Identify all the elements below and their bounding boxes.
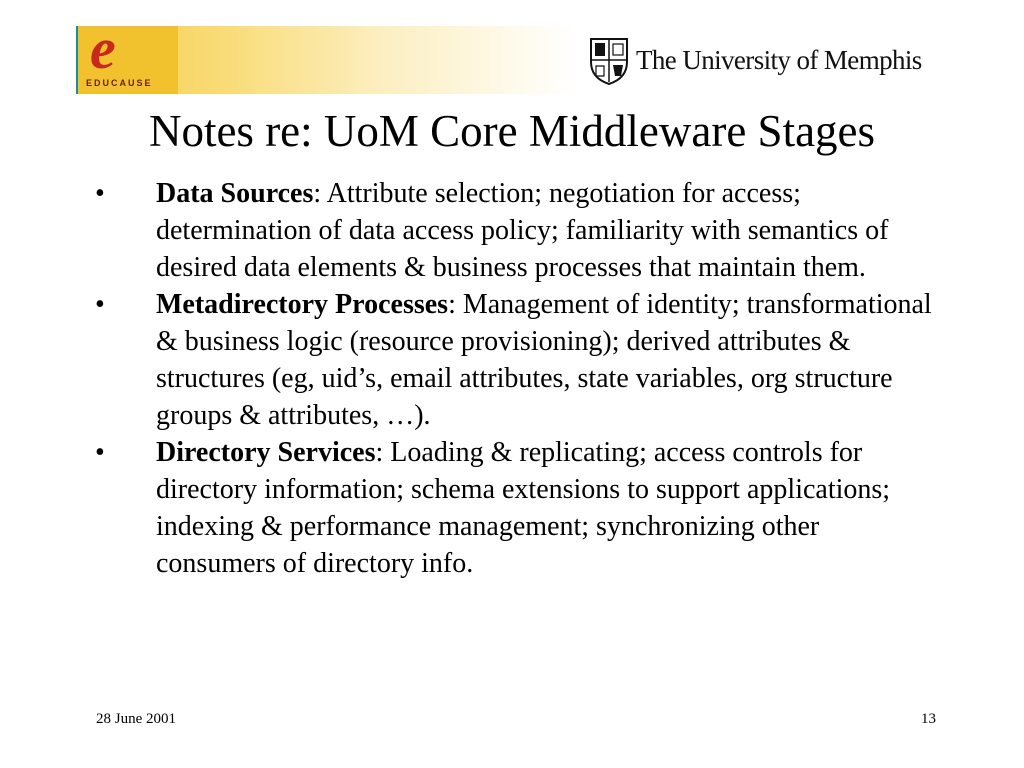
bullet-marker: • xyxy=(95,178,105,209)
bullet-item-directory-services xyxy=(0,434,934,582)
bullet-separator: : xyxy=(375,437,384,468)
bullet-separator: : xyxy=(313,178,322,209)
bullet-marker: • xyxy=(95,437,105,468)
educause-logo-letter: e xyxy=(90,16,116,81)
educause-logo xyxy=(76,16,178,94)
bullet-list xyxy=(0,175,1024,582)
footer-page-number: 13 xyxy=(921,711,936,727)
slide-title: Notes re: UoM Core Middleware Stages xyxy=(148,106,876,156)
university-crest-icon xyxy=(588,36,630,86)
bullet-text: Management of identity; transformational & business logic (resource provisioning); derived attributes & structures (eg, uid’s, email attributes, state variables, org structure groups & attributes, …). xyxy=(156,289,932,431)
footer-date: 28 June 2001 xyxy=(96,711,176,727)
bullet-separator: : xyxy=(448,289,456,320)
bullet-term: Data Sources xyxy=(156,178,314,209)
bullet-term: Directory Services xyxy=(156,437,376,468)
educause-logo-wordmark: EDUCAUSE xyxy=(86,78,153,88)
bullet-item-metadirectory-processes xyxy=(0,286,934,434)
bullet-term: Metadirectory Processes xyxy=(156,289,449,320)
bullet-item-data-sources xyxy=(0,175,934,286)
bullet-text: Loading & replicating; access controls for directory information; schema extensions to support applications; indexing & performance management; synchronizing other consumers of directory info. xyxy=(156,437,891,579)
university-of-memphis-logo xyxy=(588,36,948,88)
university-wordmark: The University of Memphis xyxy=(636,45,922,75)
bullet-marker: • xyxy=(95,289,105,320)
bullet-text: Attribute selection; negotiation for access; determination of data access policy; familiarity with semantics of desired data elements & business processes that maintain them. xyxy=(156,178,889,283)
